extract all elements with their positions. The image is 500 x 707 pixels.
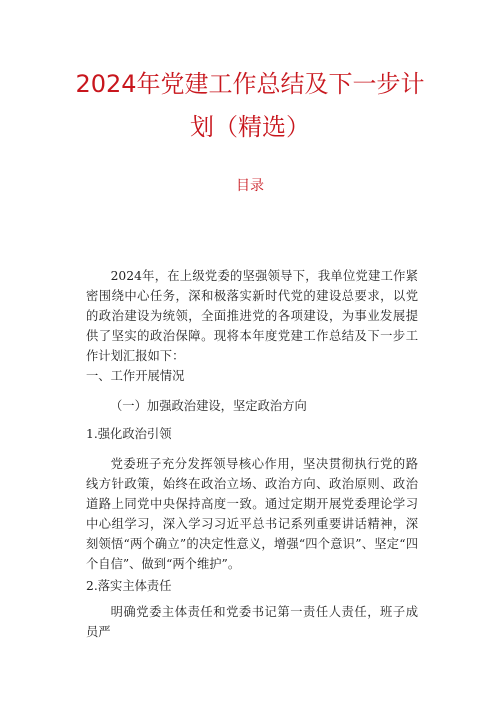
document-title: 2024年党建工作总结及下一步计划（精选） [75, 70, 425, 141]
toc-label[interactable]: 目录 [236, 178, 264, 194]
item-paragraph-1: 党委班子充分发挥领导核心作用，坚决贯彻执行党的路线方针政策，始终在政治立场、政治方向、政治原则、政治道路上同党中央保持高度一致。通过定期开展党委理论学习中心组学习，深入学习习近平总书记系列重要讲话精神，深刻领悟“两个确立”的决定性意义，增强“四个意识”、坚定“四个自信”、做到“两个维护”。 [86, 457, 418, 571]
item-paragraph-2: 明确党委主体责任和党委书记第一责任人责任，班子成员严 [86, 605, 418, 639]
intro-paragraph: 2024年，在上级党委的坚强领导下，我单位党建工作紧密围绕中心任务，深和极落实新时代党的建设总要求，以党的政治建设为统领，全面推进党的各项建设，为事业发展提供了坚实的政治保障。现将本年度党建工作总结及下一步工作计划汇报如下： [86, 269, 418, 363]
subsection-heading-1: （一）加强政治建设，坚定政治方向 [110, 399, 307, 413]
item-heading-2: 2.落实主体责任 [86, 579, 172, 593]
item-heading-1: 1.强化政治引领 [86, 427, 172, 441]
section-heading-1: 一、工作开展情况 [86, 369, 185, 383]
